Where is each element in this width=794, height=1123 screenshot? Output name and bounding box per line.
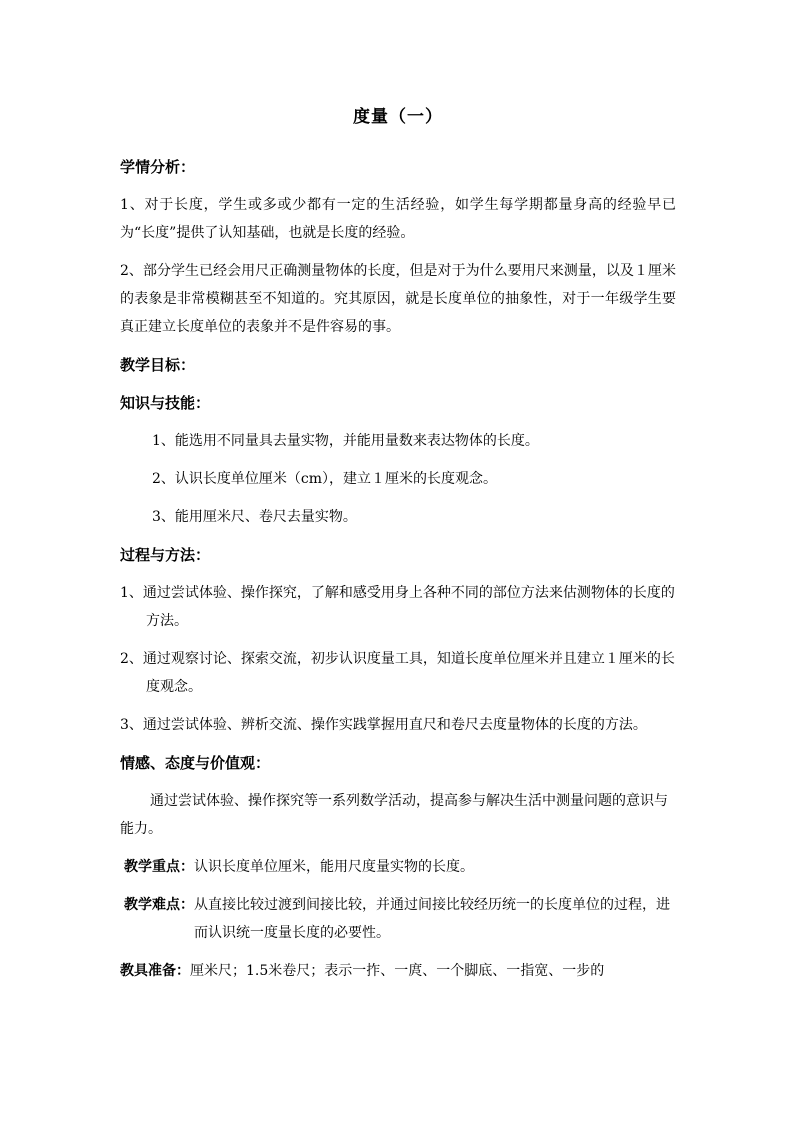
zhishi-item-1: 1、能选用不同量具去量实物，并能用量数来表达物体的长度。: [152, 433, 539, 449]
heading-guocheng: 过程与方法：: [120, 546, 211, 564]
guocheng-item-3: 3、通过尝试体验、辨析交流、操作实践掌握用直尺和卷尺去度量物体的长度的方法。: [120, 717, 647, 733]
zhongdian-text: 认识长度单位厘米，能用尺度量实物的长度。: [194, 859, 474, 875]
heading-mubiao: 教学目标：: [120, 356, 196, 374]
zhishi-item-3: 3、能用厘米尺、卷尺去量实物。: [152, 509, 357, 525]
page-title: 度量（一）: [353, 107, 443, 127]
jiaoju-label: 教具准备：: [120, 963, 190, 979]
heading-zhishi: 知识与技能：: [120, 394, 211, 412]
xueqing-paragraph-2: 2、部分学生已经会用尺正确测量物体的长度，但是对于为什么要用尺来测量，以及１厘米的表象是非常模糊甚至不知道的。究其原因，就是长度单位的抽象性，对于一年级学生要真正建立长度单位的表象并不是件容易的事。: [120, 263, 676, 335]
guocheng-item-1: 1、通过尝试体验、操作探究，了解和感受用身上各种不同的部位方法来估测物体的长度的方法。: [120, 585, 675, 629]
zhishi-item-2: 2、认识长度单位厘米（cm），建立１厘米的长度观念。: [152, 471, 498, 487]
heading-xueqing: 学情分析：: [120, 158, 196, 176]
document-body: [120, 102, 676, 995]
xueqing-paragraph-1: 1、对于长度，学生或多或少都有一定的生活经验，如学生每学期都量身高的经验早已为“长度”提供了认知基础，也就是长度的经验。: [120, 197, 676, 241]
nandian-label: 教学难点：: [124, 897, 194, 913]
jiaoju-text: 厘米尺；1.5米卷尺；表示一拃、一庹、一个脚底、一指宽、一步的: [190, 963, 605, 979]
guocheng-item-2: 2、通过观察讨论、探索交流，初步认识度量工具，知道长度单位厘米并且建立１厘米的长度观念。: [120, 651, 675, 695]
zhongdian-row: [120, 853, 676, 881]
nandian-row: [120, 891, 676, 947]
heading-qinggan: 情感、态度与价值观：: [120, 754, 271, 772]
nandian-text: 从直接比较过渡到间接比较，并通过间接比较经历统一的长度单位的过程，进而认识统一度量长度的必要性。: [194, 897, 670, 941]
zhongdian-label: 教学重点：: [124, 859, 194, 875]
jiaoju-row: [120, 957, 676, 985]
qinggan-paragraph: 通过尝试体验、操作探究等一系列数学活动，提高参与解决生活中测量问题的意识与能力。: [120, 793, 668, 837]
